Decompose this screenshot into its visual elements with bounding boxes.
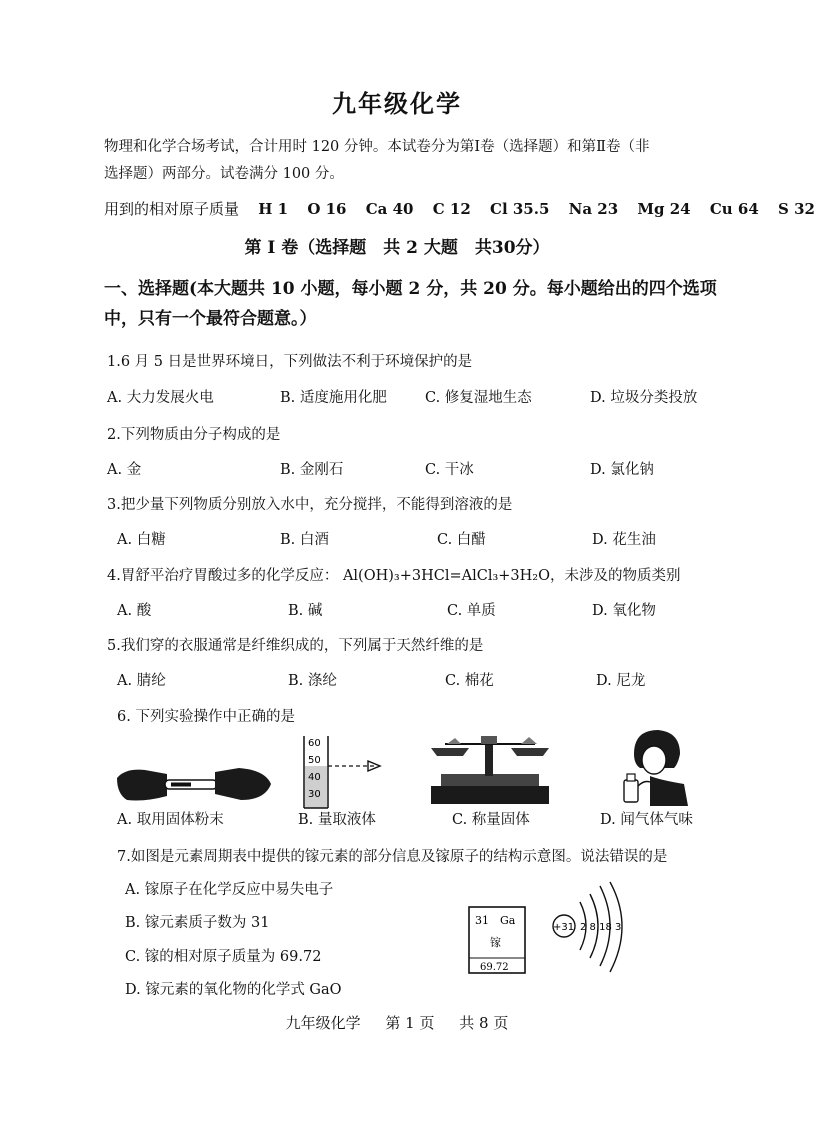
- gas-bottle-shape: [624, 780, 638, 802]
- electron-shells: 2 8 18 3: [580, 922, 622, 933]
- nucleus-charge: +31: [553, 922, 575, 933]
- body-shape: [650, 776, 688, 806]
- question-option: C. 干冰: [425, 462, 474, 478]
- mass-item: Cl 35.5: [490, 200, 550, 218]
- question-stem: 5.我们穿的衣服通常是纤维织成的，下列属于天然纤维的是: [107, 638, 484, 654]
- element-card-gallium: [466, 904, 528, 976]
- question-stem: 3.把少量下列物质分别放入水中，充分搅拌，不能得到溶液的是: [107, 497, 513, 513]
- page-footer: [0, 1012, 794, 1033]
- mass-item: H 1: [258, 200, 289, 218]
- question-stem: 4.胃舒平治疗胃酸过多的化学反应： Al(OH)₃+3HCl=AlCl₃+3H₂O，未涉及的物质类别: [107, 568, 681, 584]
- question-option: A. 酸: [117, 603, 152, 619]
- question-stem: 6. 下列实验操作中正确的是: [117, 709, 295, 725]
- mass-item: Na 23: [568, 200, 619, 218]
- question-option: D. 闻气体气味: [600, 812, 693, 828]
- question-option: C. 镓的相对原子质量为 69.72: [125, 949, 322, 965]
- question-option: A. 大力发展火电: [107, 390, 214, 406]
- right-hand-shape: [215, 768, 271, 800]
- part1-instructions-2: 中，只有一个最符合题意。）: [104, 309, 317, 329]
- question-option: A. 白糖: [117, 532, 166, 548]
- spatula-shape: [171, 783, 191, 787]
- figure-balance: [425, 734, 555, 810]
- cylinder-mark: 40: [308, 772, 321, 783]
- part1-instructions-1: 一、选择题(本大题共 10 小题，每小题 2 分，共 20 分。每小题给出的四个选项: [104, 279, 717, 299]
- question-stem: 1.6 月 5 日是世界环境日，下列做法不利于环境保护的是: [107, 354, 473, 370]
- atom-structure-diagram: [548, 880, 638, 976]
- question-option: C. 单质: [447, 603, 496, 619]
- element-symbol: Ga: [500, 914, 516, 927]
- footer-total: 共 8 页: [459, 1014, 509, 1032]
- question-option: A. 取用固体粉末: [117, 812, 224, 828]
- question-option: B. 金刚石: [280, 462, 344, 478]
- question-option: C. 棉花: [445, 673, 494, 689]
- cylinder-mark: 50: [308, 755, 321, 766]
- atomic-mass: 69.72: [480, 962, 509, 973]
- question-option: C. 白醋: [437, 532, 486, 548]
- figure-powder-sampling: [115, 760, 275, 808]
- page-title: 九年级化学: [332, 89, 462, 118]
- cylinder-mark: 60: [308, 738, 321, 749]
- intro-line-2: 选择题）两部分。试卷满分 100 分。: [104, 166, 344, 182]
- question-option: D. 垃圾分类投放: [590, 390, 698, 406]
- question-option: B. 镓元素质子数为 31: [125, 915, 270, 931]
- element-name: 镓: [490, 936, 501, 949]
- footer-subject: 九年级化学: [285, 1014, 361, 1032]
- mass-item: Cu 64: [709, 200, 759, 218]
- question-option: B. 涤纶: [288, 673, 337, 689]
- section-title: 第 Ⅰ 卷（选择题 共 2 大题 共30分）: [244, 238, 550, 258]
- left-hand-shape: [117, 770, 167, 801]
- atomic-number: 31: [475, 914, 489, 927]
- question-option: B. 白酒: [280, 532, 329, 548]
- mass-item: S 32: [778, 200, 815, 218]
- footer-page: 第 1 页: [385, 1014, 435, 1032]
- question-option: A. 金: [107, 462, 142, 478]
- figure-smelling-gas: [620, 724, 692, 808]
- question-option: D. 尼龙: [596, 673, 646, 689]
- atomic-masses: [104, 198, 815, 219]
- question-option: C. 修复湿地生态: [425, 390, 532, 406]
- question-option: D. 氧化物: [592, 603, 656, 619]
- mass-item: O 16: [307, 200, 347, 218]
- question-option: C. 称量固体: [452, 812, 530, 828]
- face-shape: [642, 746, 666, 774]
- mass-item: Mg 24: [637, 200, 691, 218]
- question-option: B. 量取液体: [298, 812, 376, 828]
- question-option: B. 适度施用化肥: [280, 390, 387, 406]
- question-stem: 2.下列物质由分子构成的是: [107, 427, 281, 443]
- masses-label: 用到的相对原子质量: [104, 200, 240, 218]
- question-option: D. 氯化钠: [590, 462, 654, 478]
- figure-graduated-cylinder: [298, 734, 398, 810]
- mass-item: Ca 40: [365, 200, 414, 218]
- question-option: A. 腈纶: [117, 673, 166, 689]
- intro-line-1: 物理和化学合场考试，合计用时 120 分钟。本试卷分为第Ⅰ卷（选择题）和第Ⅱ卷（非: [104, 139, 650, 155]
- cylinder-mark: 30: [308, 789, 321, 800]
- mass-item: C 12: [432, 200, 471, 218]
- question-option: D. 花生油: [592, 532, 656, 548]
- question-stem: 7.如图是元素周期表中提供的镓元素的部分信息及镓原子的结构示意图。说法错误的是: [117, 849, 668, 865]
- question-option: B. 碱: [288, 603, 323, 619]
- question-option: D. 镓元素的氧化物的化学式 GaO: [125, 982, 342, 998]
- question-option: A. 镓原子在化学反应中易失电子: [125, 882, 334, 898]
